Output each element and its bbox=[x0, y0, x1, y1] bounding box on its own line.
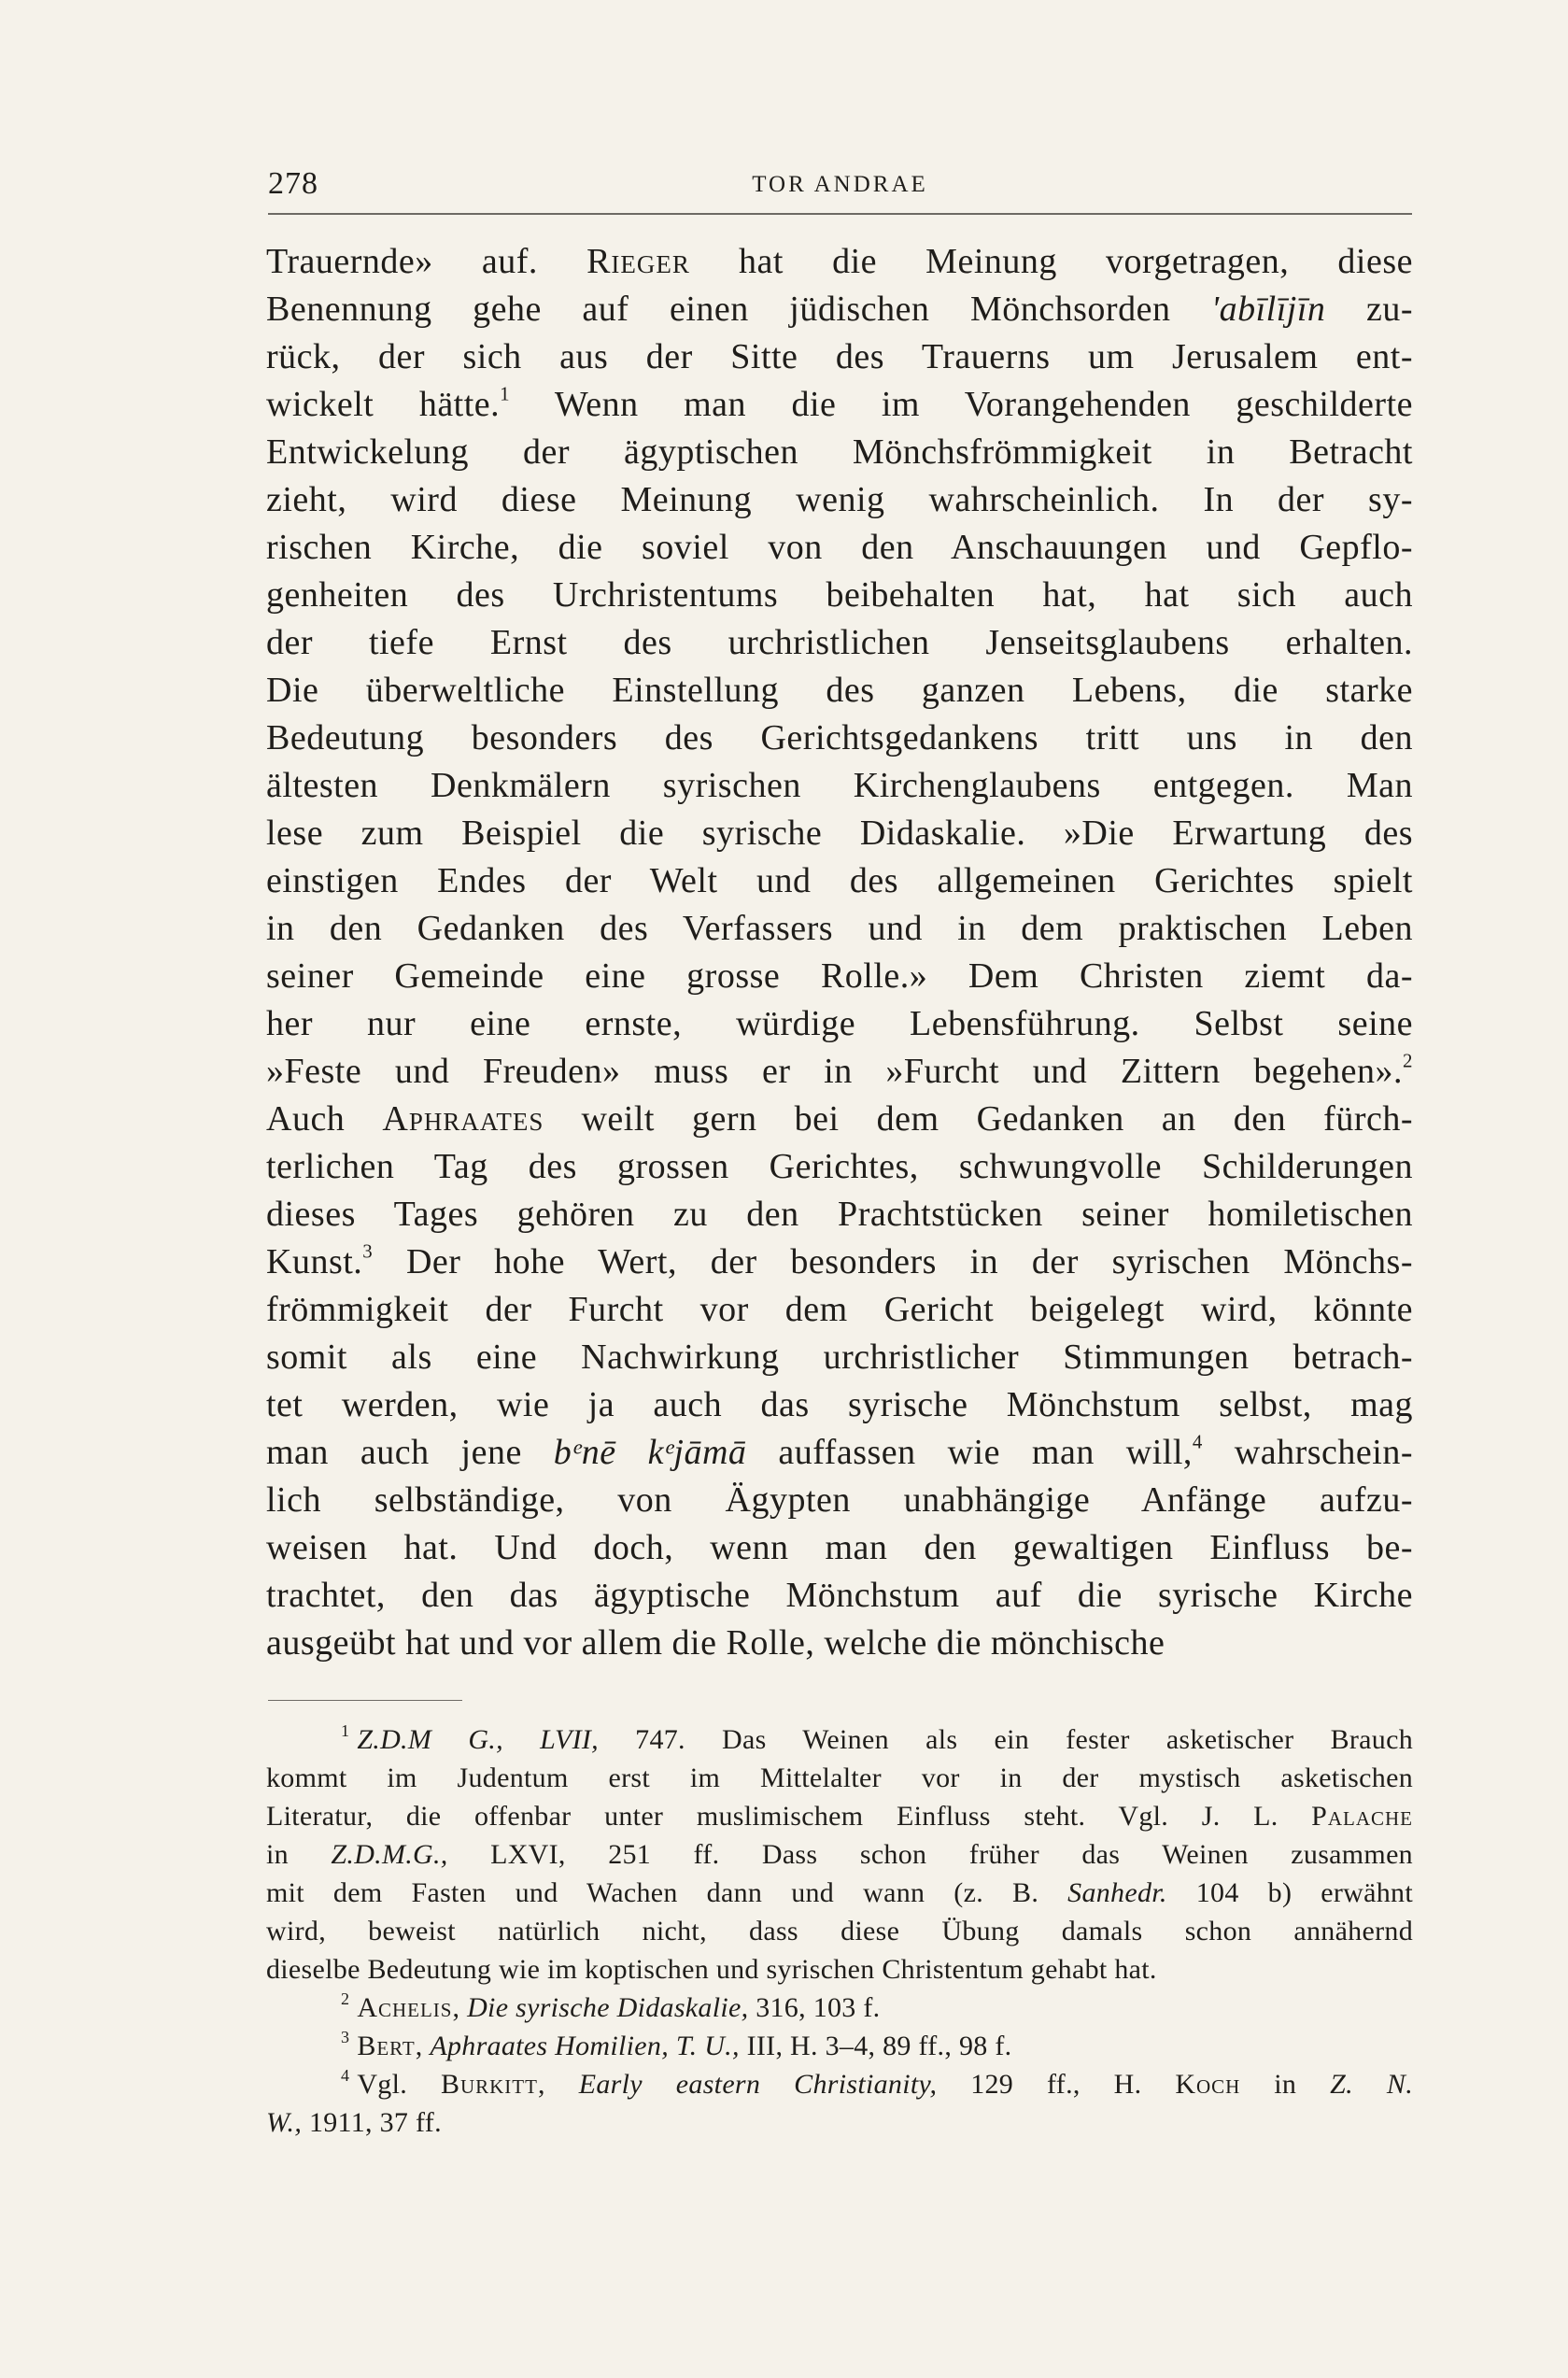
footnote-reference: 4 bbox=[1192, 1430, 1203, 1453]
text-line: Auch Aphraates weilt gern bei dem Gedanken an den fürch- bbox=[266, 1099, 1414, 1139]
footnote-line: $^2$ Achelis, Die syrische Didaskalie, 316, 103 f. bbox=[341, 1989, 881, 2023]
small-caps-name: Koch bbox=[1175, 2069, 1241, 2100]
footnote-mark: 4 bbox=[341, 2066, 350, 2086]
text-line: lich selbständige, von Ägypten unabhängige Anfänge aufzu- bbox=[266, 1480, 1413, 1520]
text-line: lese zum Beispiel die syrische Didaskalie. »Die Erwartung des bbox=[266, 814, 1413, 853]
footnote-mark: 1 bbox=[341, 1721, 350, 1741]
text-line: dieses Tages gehören zu den Prachtstücken seiner homiletischen bbox=[266, 1195, 1413, 1234]
text-line: wickelt hätte.$^1$ Wenn man die im Vorangehenden geschilderte bbox=[266, 382, 1413, 424]
footnote-line: dieselbe Bedeutung wie im koptischen und syrischen Christentum gehabt hat. bbox=[266, 1954, 1157, 1985]
footnote-reference: 2 bbox=[1403, 1049, 1413, 1072]
small-caps-name: Achelis bbox=[357, 1992, 453, 2023]
running-head bbox=[268, 166, 1412, 215]
italic-text: Z. N. bbox=[1330, 2069, 1413, 2100]
running-title: TOR ANDRAE bbox=[752, 172, 928, 197]
text-line: terlichen Tag des grossen Gerichtes, schwungvolle Schilderungen bbox=[266, 1147, 1413, 1186]
text-line: genheiten des Urchristentums beibehalten hat, hat sich auch bbox=[266, 575, 1413, 615]
text-line: weisen hat. Und doch, wenn man den gewaltigen Einfluss be- bbox=[266, 1528, 1413, 1567]
italic-text: 'abīlījīn bbox=[1211, 290, 1326, 329]
footnote-line: Literatur, die offenbar unter muslimischem Einfluss steht. Vgl. J. L. Palache bbox=[266, 1801, 1413, 1832]
text-line: rischen Kirche, die soviel von den Anschauungen und Gepflo- bbox=[266, 528, 1413, 567]
italic-text: Die syrische Didaskalie, bbox=[467, 1992, 749, 2023]
text-line: einstigen Endes der Welt und des allgemeinen Gerichtes spielt bbox=[266, 861, 1413, 900]
footnote-line: $^4$ Vgl. Burkitt, Early eastern Christianity, 129 ff., H. Koch in Z. N. bbox=[341, 2066, 1413, 2100]
text-line: rück, der sich aus der Sitte des Trauerns um Jerusalem ent- bbox=[266, 337, 1413, 376]
footnote-mark: 2 bbox=[341, 1989, 350, 2009]
footnote-line: mit dem Fasten und Wachen dann und wann (z. B. Sanhedr. 104 b) erwähnt bbox=[266, 1877, 1413, 1908]
small-caps-name: Rieger bbox=[586, 242, 690, 281]
text-line: trachtet, den das ägyptische Mönchstum auf die syrische Kirche bbox=[266, 1576, 1413, 1615]
italic-text: W., bbox=[266, 2107, 303, 2138]
italic-text: Z.D.M G., LVII, bbox=[357, 1724, 599, 1755]
small-caps-name: Burkitt bbox=[440, 2069, 538, 2100]
footnote-line: kommt im Judentum erst im Mittelalter vor in der mystisch asketischen bbox=[266, 1762, 1413, 1793]
italic-text: Sanhedr. bbox=[1067, 1877, 1167, 1908]
text-line: her nur eine ernste, würdige Lebensführung. Selbst seine bbox=[266, 1004, 1413, 1043]
text-line: ausgeübt hat und vor allem die Rolle, welche die mönchische bbox=[266, 1623, 1165, 1663]
body-text bbox=[266, 238, 1413, 1667]
text-line: Kunst.$^3$ Der hohe Wert, der besonders in der syrischen Mönchs- bbox=[266, 1239, 1413, 1281]
footnote-line: wird, beweist natürlich nicht, dass diese Übung damals schon annähernd bbox=[266, 1916, 1413, 1946]
footnote-mark: 3 bbox=[341, 2028, 350, 2047]
text-line: somit als eine Nachwirkung urchristlicher Stimmungen betrach- bbox=[266, 1338, 1413, 1377]
italic-text: Aphraates Homilien, bbox=[430, 2031, 670, 2061]
small-caps-name: Aphraates bbox=[382, 1099, 544, 1139]
italic-text: T. U., bbox=[675, 2031, 740, 2061]
page-number: 278 bbox=[268, 166, 318, 201]
text-line: ältesten Denkmälern syrischen Kirchenglaubens entgegen. Man bbox=[266, 766, 1413, 805]
small-caps-name: Palache bbox=[1311, 1801, 1413, 1832]
text-line: zieht, wird diese Meinung wenig wahrscheinlich. In der sy- bbox=[266, 480, 1413, 519]
text-line: der tiefe Ernst des urchristlichen Jenseitsglaubens erhalten. bbox=[266, 623, 1413, 662]
italic-text: Early eastern Christianity, bbox=[578, 2069, 938, 2100]
footnote-divider bbox=[268, 1700, 462, 1701]
italic-text: Z.D.M.G., bbox=[331, 1839, 448, 1870]
small-caps-name: Bert bbox=[357, 2031, 416, 2061]
footnote-line: $^1$ Z.D.M G., LVII, 747. Das Weinen als ein fester asketischer Brauch bbox=[341, 1721, 1413, 1755]
text-line: tet werden, wie ja auch das syrische Mönchstum selbst, mag bbox=[266, 1385, 1413, 1424]
text-line: Bedeutung besonders des Gerichtsgedankens tritt uns in den bbox=[266, 718, 1413, 757]
footnote-reference: 3 bbox=[362, 1239, 374, 1263]
footnote-line: in Z.D.M.G., LXVI, 251 ff. Dass schon früher das Weinen zusammen bbox=[266, 1839, 1413, 1870]
text-line: in den Gedanken des Verfassers und in dem praktischen Leben bbox=[266, 909, 1413, 948]
italic-text: bᵉnē kᵉjāmā bbox=[553, 1433, 747, 1472]
text-line: Trauernde» auf. Rieger hat die Meinung vorgetragen, diese bbox=[266, 242, 1413, 281]
text-line: Die überweltliche Einstellung des ganzen Lebens, die starke bbox=[266, 671, 1413, 710]
text-line: Entwickelung der ägyptischen Mönchsfrömmigkeit in Betracht bbox=[266, 432, 1413, 472]
footnote-line: $^3$ Bert, Aphraates Homilien, T. U., III, H. 3–4, 89 ff., 98 f. bbox=[341, 2028, 1012, 2061]
footnote-reference: 1 bbox=[500, 382, 511, 405]
text-line: frömmigkeit der Furcht vor dem Gericht beigelegt wird, könnte bbox=[266, 1290, 1413, 1329]
text-line: seiner Gemeinde eine grosse Rolle.» Dem Christen ziemt da- bbox=[266, 956, 1413, 996]
text-line: Benennung gehe auf einen jüdischen Mönchsorden 'abīlījīn zu- bbox=[266, 290, 1413, 329]
footnotes bbox=[266, 1720, 1413, 2142]
footnote-line: W., 1911, 37 ff. bbox=[266, 2107, 442, 2138]
text-line: man auch jene bᵉnē kᵉjāmā auffassen wie man will,$^4$ wahrschein- bbox=[266, 1430, 1414, 1472]
text-line: »Feste und Freuden» muss er in »Furcht und Zittern begehen».$^2$ bbox=[266, 1049, 1413, 1091]
